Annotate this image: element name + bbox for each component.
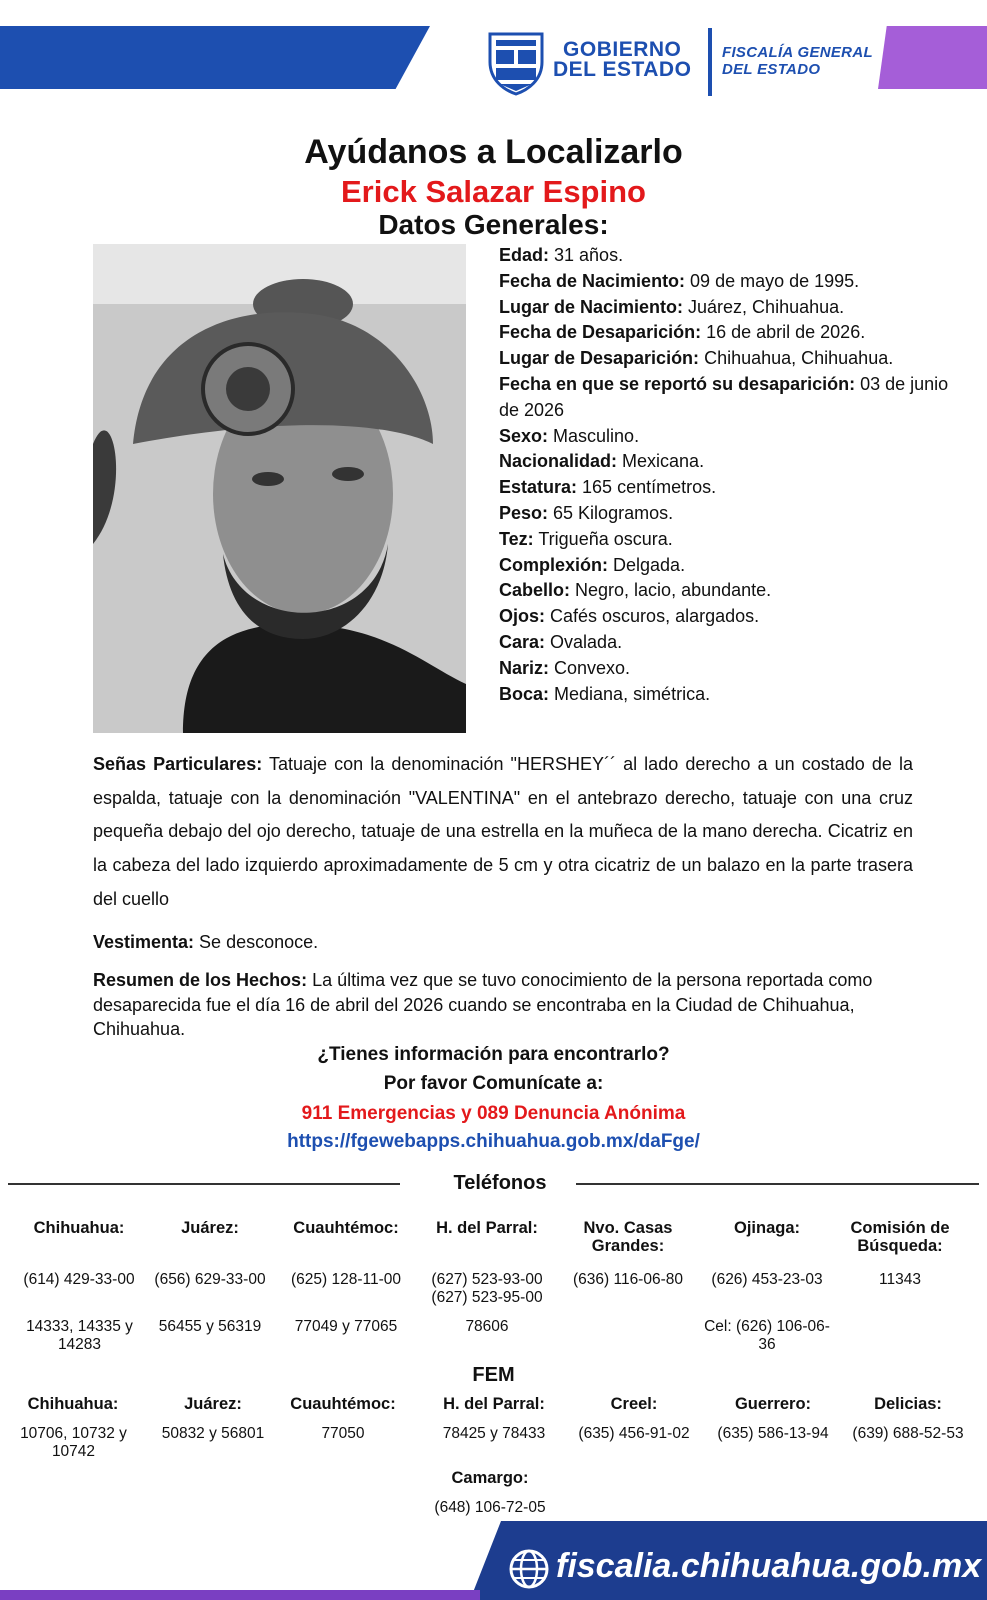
report-url-link[interactable]: https://fgewebapps.chihuahua.gob.mx/daFge/ [287, 1131, 700, 1152]
field-value: Mediana, simétrica. [549, 683, 711, 704]
field-value: Chihuahua, Chihuahua. [699, 348, 894, 369]
page-title: Ayúdanos a Localizarlo [304, 133, 683, 171]
field-label: Edad: [499, 245, 550, 265]
fem-extra-value: (648) 106-72-05 [434, 1499, 546, 1516]
field-value: 09 de mayo de 1995. [685, 270, 860, 291]
tel-office-name: Chihuahua: [33, 1219, 125, 1237]
field-row [499, 372, 969, 424]
person-name: Erick Salazar Espino [341, 174, 646, 209]
fem-office-value: 50832 y 56801 [161, 1425, 265, 1442]
tel-office-ext: Cel: (626) 106-06-36 [704, 1318, 830, 1353]
tel-office-ext: 78606 [465, 1318, 509, 1335]
field-label: Nacionalidad: [499, 451, 618, 472]
fem-office-value: (635) 456-91-02 [578, 1425, 690, 1442]
field-row [499, 295, 969, 321]
field-value: Mexicana. [617, 451, 705, 472]
fem-office-name: Guerrero: [734, 1395, 812, 1413]
field-label: Lugar de Nacimiento: [499, 296, 684, 317]
field-value: Ovalada. [545, 631, 623, 652]
field-value: 165 centímetros. [577, 477, 717, 498]
tel-office-phone: (656) 629-33-00 [154, 1271, 266, 1288]
field-label: Sexo: [499, 425, 549, 446]
gobierno-logo-text [553, 40, 691, 80]
vestimenta-text: Se desconoce. [194, 932, 319, 952]
clothing [93, 931, 913, 953]
footer-website-link[interactable]: fiscalia.chihuahua.gob.mx [556, 1547, 982, 1585]
tel-office-name: Ojinaga: [733, 1219, 800, 1237]
section-title: Datos Generales: [378, 209, 609, 240]
portrait-illustration [93, 244, 466, 733]
field-label: Fecha de Nacimiento: [499, 270, 686, 291]
field-label: Peso: [499, 502, 549, 523]
field-row [499, 656, 969, 682]
fem-extra-name: Camargo: [451, 1469, 529, 1487]
fem-title: FEM [472, 1364, 515, 1386]
header-purple-bar [878, 26, 987, 89]
field-row [499, 346, 969, 372]
gobierno-line-2: DEL ESTADO [553, 58, 692, 81]
field-row [499, 475, 969, 501]
field-row [499, 449, 969, 475]
fem-office-name: Cuauhtémoc: [290, 1395, 396, 1413]
field-value: Cafés oscuros, alargados. [545, 606, 760, 627]
fem-office-value: 78425 y 78433 [442, 1425, 546, 1442]
header-blue-bar [0, 26, 430, 89]
fiscalia-logo-text [722, 44, 873, 78]
field-label: Tez: [499, 528, 534, 549]
field-row [499, 501, 969, 527]
tel-office-phone: (636) 116-06-80 [572, 1271, 683, 1288]
general-data-list [499, 243, 969, 707]
globe-icon [508, 1548, 550, 1590]
field-value: 03 de junio de 2026 [499, 373, 949, 420]
resumen-text: La última vez que se tuvo conocimiento de la persona reportada como desaparecida fue el día 16 de abril del 2026 cuando se encontraba en la Ciudad de Chihuahua, Chihuahua. [93, 970, 873, 1040]
fem-office-value: 10706, 10732 y 10742 [20, 1425, 127, 1460]
fem-office-name: Juárez: [184, 1395, 242, 1413]
fem-office-value: (635) 586-13-94 [717, 1425, 829, 1442]
tel-office-phone: (627) 523-93-00 (627) 523-95-00 [431, 1271, 543, 1306]
field-label: Fecha en que se reportó su desaparición: [499, 373, 856, 394]
telefonos-divider-left [8, 1183, 400, 1185]
tel-office-name: Juárez: [181, 1219, 239, 1237]
field-value: 31 años. [549, 245, 624, 265]
field-row [499, 269, 969, 295]
tel-office-ext: 77049 y 77065 [294, 1318, 398, 1335]
tel-office-ext: 56455 y 56319 [158, 1318, 262, 1335]
vestimenta-label: Vestimenta: [93, 932, 195, 952]
senas-text: Tatuaje con la denominación "HERSHEY´´ al lado derecho a un costado de la espalda, tatuaje con la denominación "VALENTINA" en el antebrazo derecho, tatuaje con una cruz pequeña debajo del ojo derecho, tatuaje de una estrella en la muñeca de la mano derecha. Cicatriz en la cabeza del lado izquierdo aproximadamente de 5 cm y otra cicatriz de un balazo en la parte trasera del cuello [93, 754, 914, 909]
field-value: Masculino. [548, 425, 640, 446]
person-photo [93, 244, 466, 733]
field-row [499, 630, 969, 656]
resumen-label: Resumen de los Hechos: [93, 970, 308, 990]
senas-label: Señas Particulares: [93, 754, 263, 774]
field-label: Complexión: [499, 554, 609, 575]
tel-office-name: Nvo. Casas Grandes: [583, 1219, 673, 1255]
field-row [499, 553, 969, 579]
field-label: Cabello: [499, 580, 571, 601]
field-label: Fecha de Desaparición: [499, 322, 702, 343]
tel-office-name: Cuauhtémoc: [293, 1219, 399, 1237]
fem-office-name: Creel: [610, 1395, 658, 1413]
contact-please: Por favor Comunícate a: [383, 1073, 604, 1094]
field-row [499, 320, 969, 346]
tel-office-phone: (626) 453-23-03 [711, 1271, 823, 1288]
fem-office-name: Chihuahua: [27, 1395, 119, 1413]
state-shield-icon [486, 28, 546, 96]
fiscalia-line-1: FISCALÍA GENERAL [722, 44, 873, 61]
field-row [499, 682, 969, 708]
field-value: Convexo. [549, 657, 631, 678]
field-value: 65 Kilogramos. [548, 502, 674, 523]
field-value: Trigueña oscura. [533, 528, 673, 549]
field-label: Lugar de Desaparición: [499, 348, 700, 369]
field-label: Cara: [499, 631, 546, 652]
field-row [499, 604, 969, 630]
emergency-numbers: 911 Emergencias y 089 Denuncia Anónima [301, 1103, 686, 1124]
fem-office-value: 77050 [321, 1425, 365, 1442]
tel-office-phone: (625) 128-11-00 [290, 1271, 401, 1288]
field-label: Ojos: [499, 606, 546, 627]
telefonos-divider-right [576, 1183, 979, 1185]
field-value: Juárez, Chihuahua. [683, 296, 845, 317]
tel-office-phone: (614) 429-33-00 [23, 1271, 135, 1288]
field-row [499, 424, 969, 450]
field-row [499, 578, 969, 604]
field-label: Boca: [499, 683, 550, 704]
field-row [499, 243, 969, 269]
footer-strip [0, 1590, 480, 1600]
tel-office-ext: 14333, 14335 y 14283 [26, 1318, 133, 1353]
fem-office-name: Delicias: [874, 1395, 942, 1413]
field-label: Estatura: [499, 477, 578, 498]
fiscalia-line-2: DEL ESTADO [722, 61, 821, 78]
tel-office-name: Comisión de Búsqueda: [850, 1219, 950, 1255]
field-value: 16 de abril de 2026. [701, 322, 866, 343]
field-value: Negro, lacio, abundante. [570, 580, 772, 601]
fem-office-name: H. del Parral: [443, 1395, 545, 1413]
logo-divider [708, 28, 712, 96]
field-value: Delgada. [608, 554, 686, 575]
facts-summary [93, 968, 913, 1042]
distinguishing-marks [93, 748, 913, 917]
contact-question: ¿Tienes información para encontrarlo? [317, 1044, 670, 1065]
tel-office-phone: 11343 [879, 1271, 921, 1288]
telefonos-title: Teléfonos [453, 1172, 547, 1194]
gobierno-line-1: GOBIERNO [563, 38, 682, 61]
tel-office-name: H. del Parral: [436, 1219, 538, 1237]
field-row [499, 527, 969, 553]
field-label: Nariz: [499, 657, 550, 678]
fem-office-value: (639) 688-52-53 [852, 1425, 964, 1442]
